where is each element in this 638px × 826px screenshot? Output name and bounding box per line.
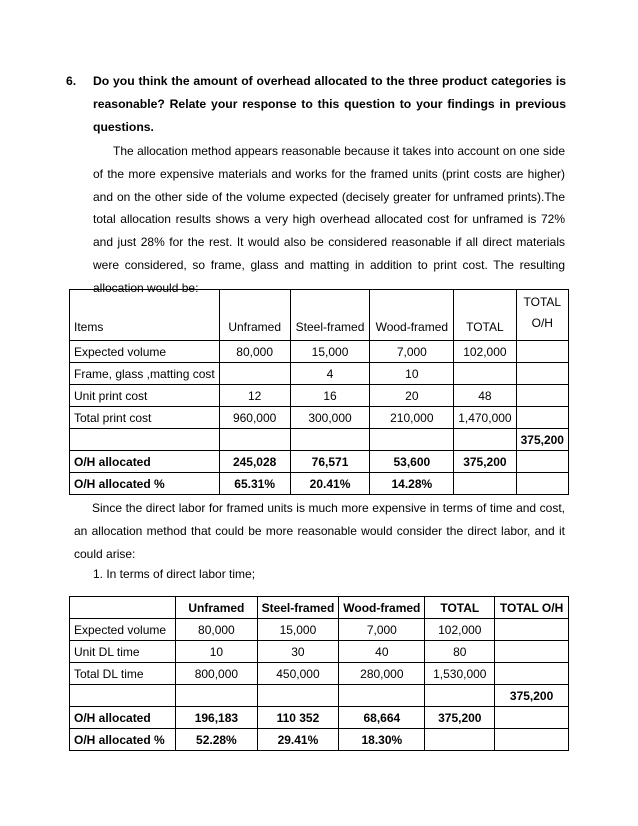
cell: 102,000 [425,619,495,641]
header-wood-framed: Wood-framed [339,597,425,619]
cell: 960,000 [219,407,290,429]
cell: 68,664 [339,707,425,729]
cell [425,729,495,751]
cell: 1,530,000 [425,663,495,685]
table-row [70,619,569,641]
cell-total-oh: 375,200 [516,429,568,451]
table-row [70,385,569,407]
cell: 10 [370,363,454,385]
cell: 280,000 [339,663,425,685]
header-empty [70,597,176,619]
cell: 110 352 [257,707,339,729]
cell [290,429,370,451]
header-total: TOTAL [425,597,495,619]
cell: 1,470,000 [454,407,516,429]
cell [370,429,454,451]
cell: 80,000 [219,341,290,363]
cell [516,451,568,473]
cell: 15,000 [257,619,339,641]
cell-label: Frame, glass ,matting cost [70,363,220,385]
cell [257,685,339,707]
question-number: 6. [66,74,77,88]
cell-total-oh: 375,200 [495,685,569,707]
cell [219,429,290,451]
header-unframed: Unframed [219,290,290,341]
cell [454,429,516,451]
paragraph-2 [74,497,565,566]
cell [495,707,569,729]
cell [454,363,516,385]
table-row [70,685,569,707]
header-wood-framed: Wood-framed [370,290,454,341]
table-row [70,729,569,751]
table-row [70,363,569,385]
cell: 20 [370,385,454,407]
table-row [70,451,569,473]
table-header-row [70,597,569,619]
cell: 52.28% [176,729,257,751]
table-row [70,429,569,451]
cell: 7,000 [339,619,425,641]
cell: 16 [290,385,370,407]
cell-label: O/H allocated [70,451,220,473]
header-total: TOTAL [454,290,516,341]
table-row [70,407,569,429]
cell-label [70,685,176,707]
header-steel-framed: Steel-framed [257,597,339,619]
question-6 [66,70,566,139]
cell: 20.41% [290,473,370,495]
cell: 375,200 [454,451,516,473]
cell [516,341,568,363]
header-steel-framed: Steel-framed [290,290,370,341]
allocation-table-dl-time [69,596,569,751]
cell: 48 [454,385,516,407]
cell: 30 [257,641,339,663]
cell: 102,000 [454,341,516,363]
cell: 80,000 [176,619,257,641]
table-header-row [70,290,569,341]
cell [516,407,568,429]
cell [516,473,568,495]
cell: 10 [176,641,257,663]
cell [454,473,516,495]
cell: 7,000 [370,341,454,363]
answer-paragraph-1-text: The allocation method appears reasonable because it takes into account on one side of the more expensive materials and works for the framed units (print costs are higher) and on the other side of the volume expected (decisely greater for unframed prints).The total allocation results shows a very high overhead allocated cost for unframed is 72% and just 28% for the rest. It would also be considered reasonable if all direct materials were considered, so frame, glass and matting in addition to print cost. The resulting allocation would be: [93,144,565,295]
cell-label: Unit DL time [70,641,176,663]
cell: 14.28% [370,473,454,495]
cell-label: O/H allocated % [70,473,220,495]
cell [495,619,569,641]
list-item: 1. In terms of direct labor time; [93,567,256,581]
cell: 53,600 [370,451,454,473]
cell: 18.30% [339,729,425,751]
cell-label: O/H allocated % [70,729,176,751]
cell [495,641,569,663]
cell [425,685,495,707]
cell: 300,000 [290,407,370,429]
cell [495,663,569,685]
cell-label [70,429,220,451]
question-text: Do you think the amount of overhead allocated to the three product categories is reasonable? Relate your response to this question to your findings in previous questions. [93,74,566,134]
table-row [70,473,569,495]
cell-label: Total print cost [70,407,220,429]
cell-label: Unit print cost [70,385,220,407]
cell: 800,000 [176,663,257,685]
cell: 15,000 [290,341,370,363]
cell-label: Expected volume [70,341,220,363]
cell [495,729,569,751]
cell [339,685,425,707]
cell: 29.41% [257,729,339,751]
cell: 4 [290,363,370,385]
header-total-oh: TOTAL O/H [516,290,568,341]
table-row [70,663,569,685]
cell [176,685,257,707]
cell: 450,000 [257,663,339,685]
cell [516,385,568,407]
cell: 65.31% [219,473,290,495]
cell-label: Expected volume [70,619,176,641]
cell: 76,571 [290,451,370,473]
cell [219,363,290,385]
cell: 375,200 [425,707,495,729]
cell: 210,000 [370,407,454,429]
answer-paragraph-1 [93,140,565,300]
table-row [70,341,569,363]
allocation-table-materials [69,289,569,495]
table-row [70,707,569,729]
cell: 40 [339,641,425,663]
cell: 80 [425,641,495,663]
table-row [70,641,569,663]
cell: 196,183 [176,707,257,729]
cell-label: Total DL time [70,663,176,685]
cell: 12 [219,385,290,407]
paragraph-2-text: Since the direct labor for framed units is much more expensive in terms of time and cost, an allocation method that could be more reasonable would consider the direct labor, and it could arise: [74,501,565,561]
header-total-oh: TOTAL O/H [495,597,569,619]
cell [516,363,568,385]
cell: 245,028 [219,451,290,473]
header-unframed: Unframed [176,597,257,619]
cell-label: O/H allocated [70,707,176,729]
header-items: Items [70,290,220,341]
